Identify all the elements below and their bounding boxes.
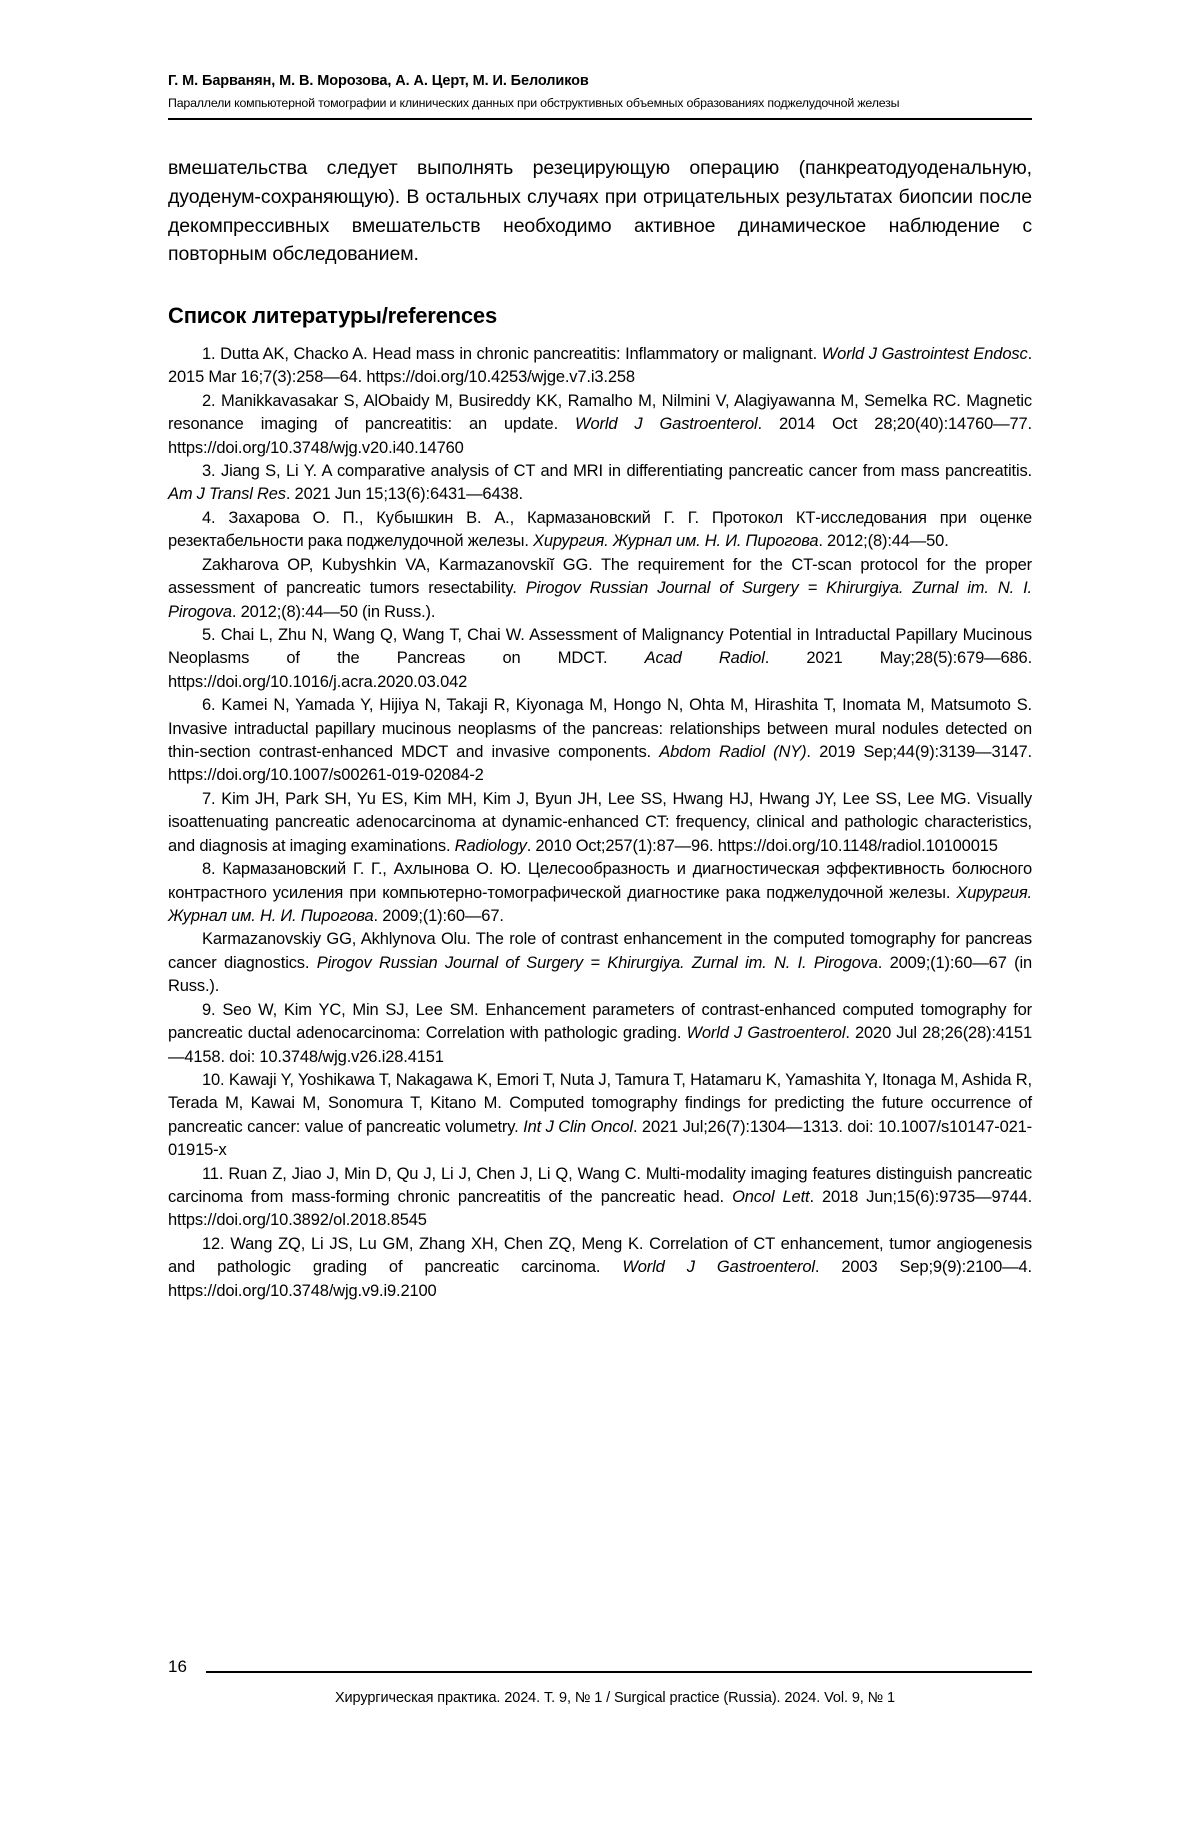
running-head-divider (168, 118, 1032, 120)
reference-item: 5. Chai L, Zhu N, Wang Q, Wang T, Chai W. Assessment of Malignancy Potential in Intraductal Papillary Mucinous Neoplasms of the Pancreas on MDCT. Acad Radiol. 2021 May;28(5):679—686. https://doi.org/10.1016/j.acra.2020.03.042 (168, 625, 1032, 691)
reference-item: 8. Кармазановский Г. Г., Ахлынова О. Ю. Целесообразность и диагностическая эффективность болюсного контрастного усиления при компьютерно-томографической диагностике рака поджелудочной железы. Хирургия. Журнал им. Н. И. Пирогова. 2009;(1):60—67. (168, 860, 1032, 925)
page-content (168, 72, 1032, 1303)
running-head-authors: Г. М. Барванян, М. В. Морозова, А. А. Церт, М. И. Белоликов (168, 73, 589, 89)
running-head (168, 72, 1032, 120)
reference-item: 9. Seo W, Kim YC, Min SJ, Lee SM. Enhancement parameters of contrast-enhanced computed tomography for pancreatic ductal adenocarcinoma: Correlation with pathologic grading. World J Gastroenterol. 2020 Jul 28;26(28):4151—4158. doi: 10.3748/wjg.v26.i28.4151 (168, 1000, 1032, 1066)
body-paragraph-1: вмешательства следует выполнять резецирующую операцию (панкреатодуоденальную, дуоденум-сохраняющую). В остальных случаях при отрицательных результатах биопсии после декомпрессивных вмешательств необходимо активное динамическое наблюдение с повторным обследованием. (168, 157, 1032, 266)
page-number: 16 (168, 1657, 187, 1676)
references-list (168, 343, 1032, 1303)
page-footer (168, 1658, 1032, 1706)
reference-item-translit: Zakharova OP, Kubyshkin VA, Karmazanovskiĭ GG. The requirement for the CT-scan protocol for the proper assessment of pancreatic tumors resectability. Pirogov Russian Journal of Surgery = Khirurgiya. Zurnal im. N. I. Pirogova. 2012;(8):44—50 (in Russ.). (168, 555, 1032, 621)
references-heading: Список литературы/references (168, 302, 497, 328)
reference-item: 10. Kawaji Y, Yoshikawa T, Nakagawa K, Emori T, Nuta J, Tamura T, Hatamaru K, Yamashita Y, Itonaga M, Ashida R, Terada M, Kawai M, Sonomura T, Kitano M. Computed tomography findings for predicting the future occurrence of pancreatic cancer: value of pancreatic volumetry. Int J Clin Oncol. 2021 Jul;26(7):1304—1313. doi: 10.1007/s10147-021-01915-x (168, 1070, 1032, 1160)
reference-item: 11. Ruan Z, Jiao J, Min D, Qu J, Li J, Chen J, Li Q, Wang C. Multi-modality imaging features distinguish pancreatic carcinoma from mass-forming chronic pancreatitis of the pancreatic head. Oncol Lett. 2018 Jun;15(6):9735—9744. https://doi.org/10.3892/ol.2018.8545 (168, 1164, 1033, 1230)
reference-item: 12. Wang ZQ, Li JS, Lu GM, Zhang XH, Chen ZQ, Meng K. Correlation of CT enhancement, tumor angiogenesis and pathologic grading of pancreatic carcinoma. World J Gastroenterol. 2003 Sep;9(9):2100—4. https://doi.org/10.3748/wjg.v9.i9.2100 (168, 1234, 1032, 1300)
reference-item: 6. Kamei N, Yamada Y, Hijiya N, Takaji R, Kiyonaga M, Hongo N, Ohta M, Hirashita T, Inomata M, Matsumoto S. Invasive intraductal papillary mucinous neoplasms of the pancreas: relationships between mural nodules detected on thin-section contrast-enhanced MDCT and invasive components. Abdom Radiol (NY). 2019 Sep;44(9):3139—3147. https://doi.org/10.1007/s00261-019-02084-2 (168, 696, 1032, 785)
reference-item: 4. Захарова О. П., Кубышкин В. А., Кармазановский Г. Г. Протокол КТ-исследования при оценке резектабельности рака поджелудочной железы. Хирургия. Журнал им. Н. И. Пирогова. 2012;(8):44—50. (168, 508, 1032, 551)
footer-rule-row (168, 1658, 1032, 1679)
reference-item: 2. Manikkavasakar S, AlObaidy M, Busireddy KK, Ramalho M, Nilmini V, Alagiyawanna M, Semelka RC. Magnetic resonance imaging of pancreatitis: an update. World J Gastroenterol. 2014 Oct 28;20(40):14760—77. https://doi.org/10.3748/wjg.v20.i40.14760 (168, 391, 1032, 457)
reference-item: 1. Dutta AK, Chacko A. Head mass in chronic pancreatitis: Inflammatory or malignant. World J Gastrointest Endosc. 2015 Mar 16;7(3):258—64. https://doi.org/10.4253/wjge.v7.i3.258 (168, 344, 1032, 387)
reference-item: 7. Kim JH, Park SH, Yu ES, Kim MH, Kim J, Byun JH, Lee SS, Hwang HJ, Hwang JY, Lee SS, Lee MG. Visually isoattenuating pancreatic adenocarcinoma at dynamic-enhanced CT: frequency, clinical and pathologic characteristics, and diagnosis at imaging examinations. Radiology. 2010 Oct;257(1):87—96. https://doi.org/10.1148/radiol.10100015 (168, 789, 1032, 855)
footer-divider (206, 1671, 1032, 1673)
running-head-article-title: Параллели компьютерной томографии и клинических данных при обструктивных объемных образованиях поджелудочной железы (168, 96, 900, 111)
reference-item: 3. Jiang S, Li Y. A comparative analysis of CT and MRI in differentiating pancreatic cancer from mass pancreatitis. Am J Transl Res. 2021 Jun 15;13(6):6431—6438. (168, 461, 1032, 504)
reference-item-translit: Karmazanovskiy GG, Akhlynova Olu. The role of contrast enhancement in the computed tomography for pancreas cancer diagnostics. Pirogov Russian Journal of Surgery = Khirurgiya. Zurnal im. N. I. Pirogova. 2009;(1):60—67 (in Russ.). (168, 930, 1032, 996)
footer-journal-line: Хирургическая практика. 2024. Т. 9, № 1 / Surgical practice (Russia). 2024. Vol. 9, № 1 (334, 1690, 896, 1706)
